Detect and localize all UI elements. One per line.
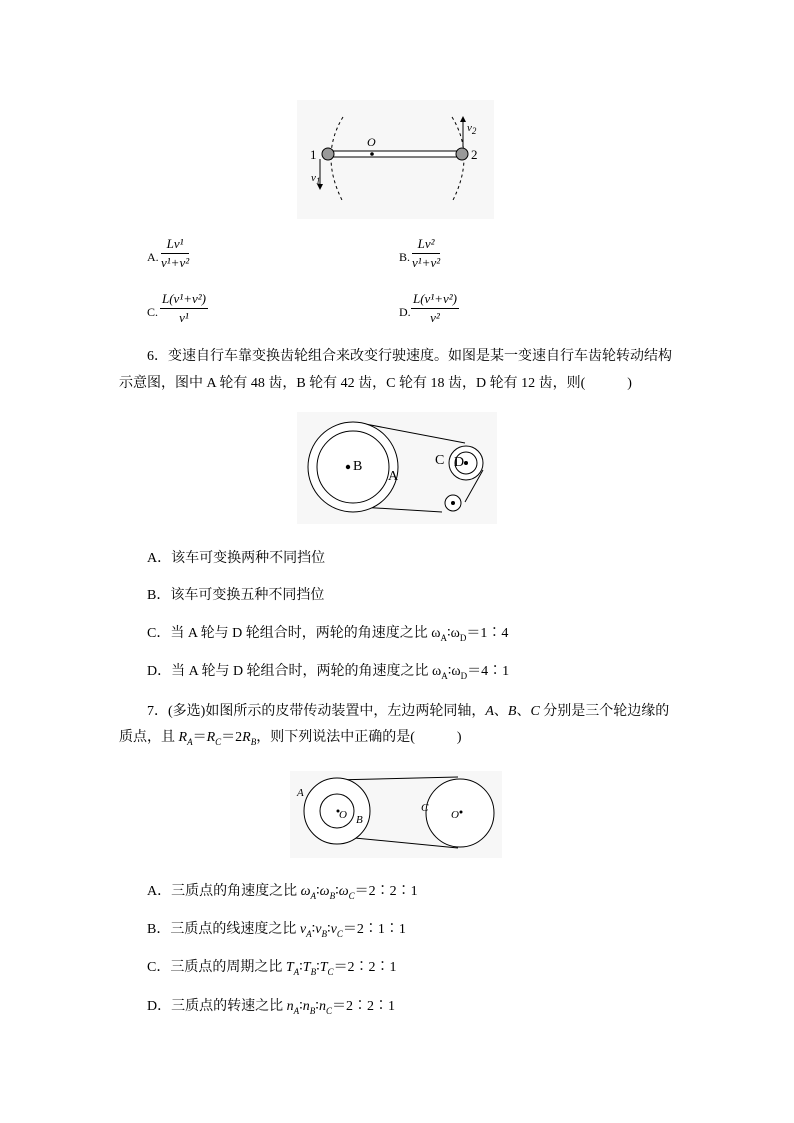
gear-d-label: D: [454, 455, 465, 470]
fraction-denominator: v¹+v²: [412, 255, 441, 270]
q6-option-c[interactable]: C．当 A 轮与 D 轮组合时，两轮的角速度之比 $\omega_A∶\omega_D=1∶4$: [147, 626, 509, 643]
q6-option-a[interactable]: A．该车可变换两种不同挡位: [147, 551, 326, 566]
belt-drive-diagram: [290, 771, 502, 858]
fraction-denominator: v¹: [179, 310, 189, 325]
gear-diagram: [297, 412, 497, 524]
ball-1-label: 1: [310, 147, 317, 162]
rod-balls-diagram: [297, 100, 494, 219]
fraction-numerator: L(v¹+v²): [160, 291, 208, 309]
option-fraction: [160, 291, 208, 326]
center-o-label: O: [367, 135, 376, 149]
point-b-label: B: [356, 814, 363, 826]
q6-stem-line-2: 示意图，图中 A 轮有 48 齿，B 轮有 42 齿，C 轮有 18 齿，D 轮有 12 齿，则( ): [119, 376, 632, 391]
v1-label: $v_1$: [311, 172, 321, 187]
q6-option-d[interactable]: D．当 A 轮与 D 轮组合时，两轮的角速度之比 $\omega_A∶\omega_D=4∶1$: [147, 664, 510, 681]
figure-gears: [297, 412, 497, 524]
q7-option-d[interactable]: D．三质点的转速之比 $n_A∶n_B∶n_C=2∶2∶1$: [147, 999, 395, 1016]
q6-option-b[interactable]: B．该车可变换五种不同挡位: [147, 588, 325, 603]
fraction-numerator: Lv²: [412, 236, 440, 254]
gear-b-label: B: [353, 459, 363, 474]
q7-option-b[interactable]: B．三质点的线速度之比 $v_A∶v_B∶v_C=2∶1∶1$: [147, 922, 406, 939]
fraction-denominator: v²: [430, 310, 440, 325]
q7-option-a[interactable]: A．三质点的角速度之比 $\omega_A∶\omega_B∶\omega_C=2∶2∶1$: [147, 884, 418, 901]
option-letter: A.: [147, 250, 159, 264]
option-fraction: [412, 236, 440, 271]
q7-option-c[interactable]: C．三质点的周期之比 $T_A∶T_B∶T_C=2∶2∶1$: [147, 960, 397, 977]
option-fraction: [161, 236, 189, 271]
fraction-numerator: Lv¹: [161, 236, 189, 254]
gear-a-label: A: [388, 469, 399, 484]
figure-belt-drive: [290, 771, 502, 858]
point-c-label: C: [421, 802, 429, 814]
fraction-denominator: v¹+v²: [161, 255, 190, 270]
figure-rod-balls: [297, 100, 494, 219]
ball-2-label: 2: [471, 147, 478, 162]
center-o-label: O: [339, 809, 347, 821]
option-fraction: [411, 291, 459, 326]
q7-stem-line-2: 质点，且 $R_A=R_C=2R_B$，则下列说法中正确的是( ): [119, 730, 462, 747]
center-o-prime-label: O′: [451, 809, 462, 821]
gear-c-label: C: [435, 453, 445, 468]
option-letter: B.: [399, 250, 411, 264]
v2-label: $v_2$: [467, 122, 477, 137]
option-letter: C.: [147, 305, 159, 319]
q6-stem-line-1: 6．变速自行车靠变换齿轮组合来改变行驶速度。如图是某一变速自行车齿轮转动结构: [147, 349, 672, 364]
q7-stem-line-1: 7．(多选)如图所示的皮带传动装置中，左边两轮同轴，A、B、C 分别是三个轮边缘的: [147, 704, 670, 719]
fraction-numerator: L(v¹+v²): [411, 291, 459, 309]
option-letter: D.: [399, 305, 411, 319]
point-a-label: A: [297, 787, 304, 799]
